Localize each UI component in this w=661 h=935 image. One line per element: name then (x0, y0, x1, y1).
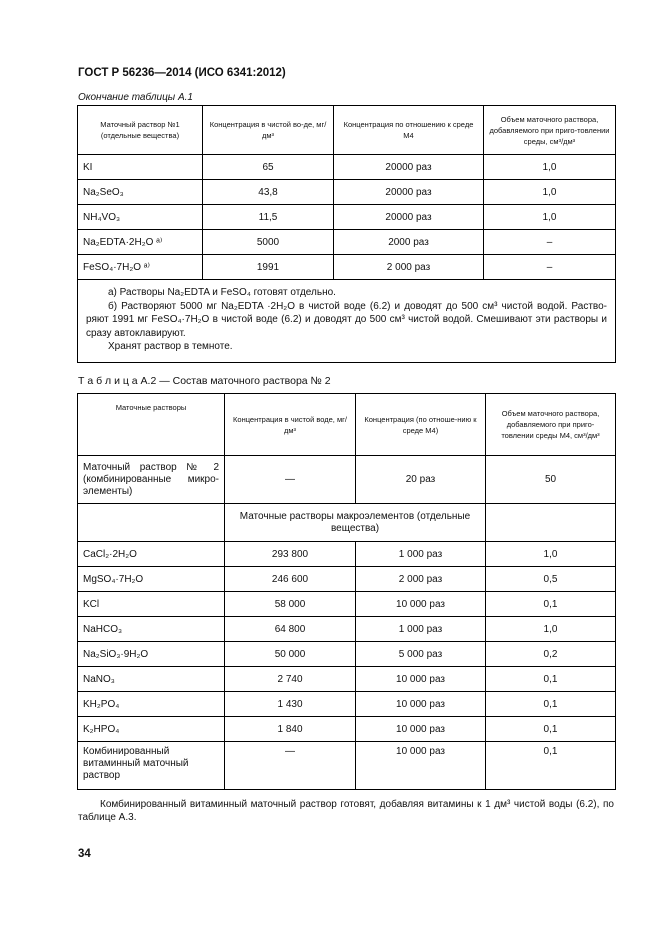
ratio-cell: 5 000 раз (356, 642, 486, 667)
volume-cell: 1,0 (486, 542, 616, 567)
concentration-cell: 50 000 (225, 642, 356, 667)
volume-cell: 0,2 (486, 642, 616, 667)
table1-header-cell: Концентрация по отношению к среде М4 (334, 106, 484, 155)
concentration-cell: — (225, 456, 356, 504)
table-row (78, 230, 616, 255)
substance-cell: NaNO₃ (78, 667, 225, 692)
ratio-cell: 2 000 раз (356, 567, 486, 592)
concentration-cell: 64 800 (225, 617, 356, 642)
table-row (78, 255, 616, 280)
volume-cell: – (484, 230, 616, 255)
volume-cell: 0,1 (486, 717, 616, 742)
footnote-paragraph: Комбинированный витаминный маточный раствор готовят, добавляя витамины к 1 дм³ чистой воды (6.2), по таблице А.3. (78, 799, 614, 823)
substance-cell: FeSO₄·7H₂O ᵃ⁾ (78, 255, 203, 280)
table-row (78, 567, 616, 592)
note-line: а) Растворы Na₂EDTA и FeSO₄ готовят отдельно. (108, 287, 336, 298)
concentration-cell: 43,8 (203, 180, 334, 205)
concentration-cell: 11,5 (203, 205, 334, 230)
substance-cell: KI (78, 155, 203, 180)
ratio-cell: 1 000 раз (356, 617, 486, 642)
ratio-cell: 2 000 раз (334, 255, 484, 280)
table-row (78, 592, 616, 617)
ratio-cell: 1 000 раз (356, 542, 486, 567)
volume-cell: 0,5 (486, 567, 616, 592)
ratio-cell: 2000 раз (334, 230, 484, 255)
empty-cell (78, 504, 225, 542)
substance-cell: Na₂SiO₃·9H₂O (78, 642, 225, 667)
substance-cell: Na₂EDTA·2H₂O ᵃ⁾ (78, 230, 203, 255)
table-a1-end (77, 105, 616, 363)
substance-cell: KCl (78, 592, 225, 617)
substance-cell: KH₂PO₄ (78, 692, 225, 717)
table2-caption: Т а б л и ц а А.2 — Состав маточного раствора № 2 (78, 375, 331, 387)
table-row (78, 456, 616, 504)
table2-header-cell: Маточные растворы (78, 394, 225, 456)
volume-cell: 0,1 (486, 742, 616, 790)
concentration-cell: 246 600 (225, 567, 356, 592)
table-row (78, 180, 616, 205)
concentration-cell: 2 740 (225, 667, 356, 692)
empty-cell (486, 504, 616, 542)
document-header: ГОСТ Р 56236—2014 (ИСО 6341:2012) (78, 67, 286, 79)
substance-cell: Na₂SeO₃ (78, 180, 203, 205)
table-row (78, 692, 616, 717)
macro-section-header: Маточные растворы макроэлементов (отдельные вещества) (225, 504, 486, 542)
ratio-cell: 10 000 раз (356, 692, 486, 717)
table-row (78, 542, 616, 567)
volume-cell: 50 (486, 456, 616, 504)
concentration-cell: 293 800 (225, 542, 356, 567)
ratio-cell: 20000 раз (334, 205, 484, 230)
ratio-cell: 10 000 раз (356, 742, 486, 790)
concentration-cell: 1991 (203, 255, 334, 280)
concentration-cell: 1 430 (225, 692, 356, 717)
table2-header-cell: Объем маточного раствора, добавляемого при приго-товлении среды М4, см³/дм³ (486, 394, 616, 456)
ratio-cell: 10 000 раз (356, 592, 486, 617)
page-number: 34 (78, 848, 91, 860)
table1-header-cell: Концентрация в чистой во-де, мг/дм³ (203, 106, 334, 155)
volume-cell: – (484, 255, 616, 280)
substance-cell: Комбинированный витаминный маточный раствор (78, 742, 225, 790)
volume-cell: 0,1 (486, 692, 616, 717)
table-row (78, 617, 616, 642)
substance-cell: CaCl₂·2H₂O (78, 542, 225, 567)
concentration-cell: 1 840 (225, 717, 356, 742)
table-row (78, 717, 616, 742)
table2-header-cell: Концентрация в чистой воде, мг/дм³ (225, 394, 356, 456)
table1-caption: Окончание таблицы А.1 (78, 92, 193, 103)
volume-cell: 1,0 (484, 205, 616, 230)
volume-cell: 1,0 (484, 155, 616, 180)
volume-cell: 1,0 (484, 180, 616, 205)
table-row (78, 642, 616, 667)
substance-cell: NH₄VO₃ (78, 205, 203, 230)
ratio-cell: 10 000 раз (356, 667, 486, 692)
substance-cell: K₂HPO₄ (78, 717, 225, 742)
table-row (78, 155, 616, 180)
ratio-cell: 20000 раз (334, 180, 484, 205)
volume-cell: 0,1 (486, 667, 616, 692)
note-line: б) Растворяют 5000 мг Na₂EDTA ·2H₂O в чистой воде (6.2) и доводят до 500 см³ чистой водой. Раство-ряют 1991 мг FeSO₄·7H₂O в чистой воде (6.2) и доводят до 500 см³ чистой водой. Смешивают эти растворы и сразу автоклавируют. (86, 300, 607, 339)
concentration-cell: 58 000 (225, 592, 356, 617)
ratio-cell: 20 раз (356, 456, 486, 504)
table2-header-cell: Концентрация (по отноше-нию к среде М4) (356, 394, 486, 456)
note-line: Хранят раствор в темноте. (108, 341, 233, 352)
ratio-cell: 20000 раз (334, 155, 484, 180)
table-row (78, 205, 616, 230)
concentration-cell: 65 (203, 155, 334, 180)
table1-note (78, 280, 616, 363)
volume-cell: 1,0 (486, 617, 616, 642)
table-a2 (77, 393, 616, 790)
substance-cell: MgSO₄·7H₂O (78, 567, 225, 592)
volume-cell: 0,1 (486, 592, 616, 617)
concentration-cell: — (225, 742, 356, 790)
table1-header-cell: Маточный раствор №1 (отдельные вещества) (78, 106, 203, 155)
substance-cell: Маточный раствор № 2 (комбинированные микро-элементы) (78, 456, 225, 504)
table1-header-cell: Объем маточного раствора, добавляемого при приго-товлении среды, см³/дм³ (484, 106, 616, 155)
table-row (78, 667, 616, 692)
concentration-cell: 5000 (203, 230, 334, 255)
table-row (78, 742, 616, 790)
ratio-cell: 10 000 раз (356, 717, 486, 742)
substance-cell: NaHCO₃ (78, 617, 225, 642)
